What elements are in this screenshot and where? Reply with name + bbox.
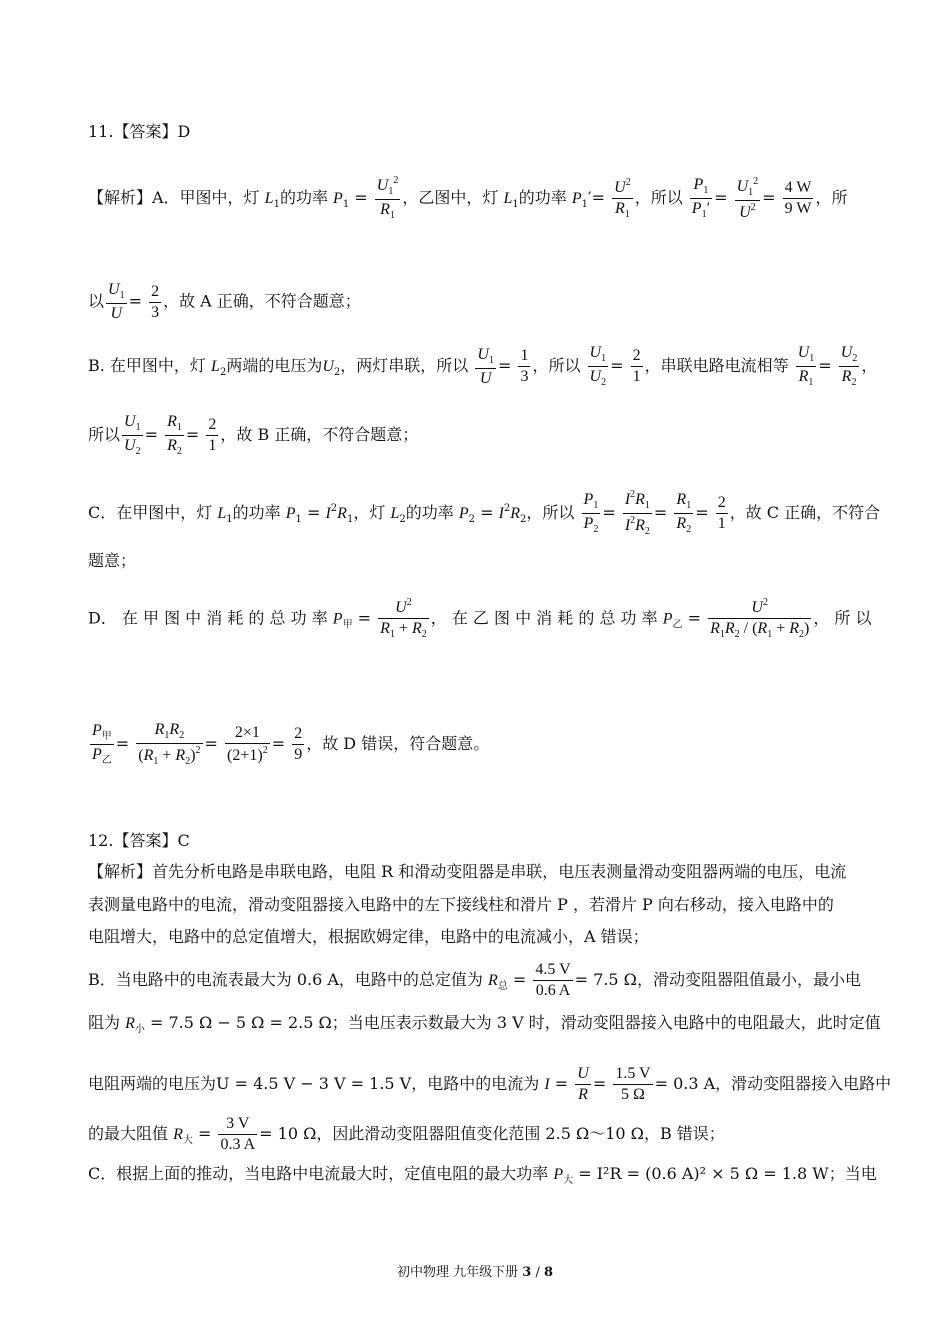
formula-fraction: $\frac{2}{1}$ <box>208 416 217 454</box>
q12-b2-eq: = 7.5 Ω − 5 Ω = 2.5 Ω <box>149 1013 332 1032</box>
q11-a-intro: 【解析】A．甲图中，灯 <box>88 188 260 207</box>
formula-fraction: $\frac{2}{3}$ <box>151 282 160 321</box>
formula-fraction: $\frac{P_1}{P_1'}$ <box>691 176 711 220</box>
q11-d-line2: $\frac{P_甲}{P_乙}$ = $\frac{R_1R_2}{(R_1 + R_2)^2}$ = $\frac{2\times 1}{(2+1)^2}$ = $\frac{2}{9}$ ，故 D 错误，符合题意。 <box>92 721 490 767</box>
formula-fraction: $\frac{2}{9}$ <box>294 725 303 763</box>
q12-p1: 【解析】首先分析电路是串联电路，电阻 R 和滑动变阻器是串联，电压表测量滑动变阻器两端的电压，电流 <box>88 862 847 881</box>
q12-b4-end: ，因此滑动变阻器阻值变化范围 2.5 Ω～10 Ω，B 错误； <box>316 1124 725 1143</box>
q11-b1-mid2: ，两灯串联，所以 <box>340 356 469 375</box>
q11-c1-mid2: ，灯 <box>353 503 386 522</box>
q11-b-line2: 所以 $\frac{U_1}{U_2}$ = $\frac{R_1}{R_2}$ = $\frac{2}{1}$ ，故 B 正确，不符合题意； <box>88 413 419 457</box>
q12-b3-end: ，滑动变阻器接入电路中 <box>715 1074 892 1093</box>
q11-a-mid4: ，所以 <box>634 188 683 207</box>
page-footer <box>0 1261 950 1280</box>
q11-b-line1: B. 在甲图中，灯 $L_2$两端的电压为$U_2$，两灯串联，所以 $\frac{U_1}{U}$ = $\frac{1}{3}$ ，所以 $\frac{U_1}{U_2}$ = $\frac{2}{1}$ ，串联电路电流相等 $\frac{U_1}{R_1}$ = $\frac{U_2}{R_2}$ ， <box>88 344 878 388</box>
q11-b2-end: ，故 B 正确，不符合题意； <box>220 425 419 444</box>
q11-a-end: ，所 <box>815 188 848 207</box>
q12-b2-start: 阻为 <box>88 1013 121 1032</box>
formula-fraction: $\frac{1}{3}$ <box>520 347 529 385</box>
q11-c-line2: 题意； <box>88 551 137 570</box>
formula-fraction: $\frac{P_甲}{P_乙}$ <box>92 722 112 766</box>
formula-fraction: $\frac{1.5 V}{5 \Omega}$ <box>615 1065 651 1103</box>
q11-d-line1: D． 在 甲 图 中 消 耗 的 总 功 率 $P_甲$ = $\frac{U^2}{R_1 + R_2}$ ， 在 乙 图 中 消 耗 的 总 功 率 $P_乙$ = $\frac{U^2}{R_1R_2 / (R_1 + R_2)}$ ， 所 以 <box>88 597 872 640</box>
q12-c1-start: C．根据上面的推动，当电路中电流最大时，定值电阻的最大功率 <box>88 1164 549 1183</box>
footer-text: 初中物理 九年级下册 <box>396 1265 519 1280</box>
q12-b1-end: ，滑动变阻器阻值最小，最小电 <box>636 970 861 989</box>
q12-c1-eq: = I²R = (0.6 A)² × 5 Ω = 1.8 W <box>578 1164 829 1183</box>
formula-fraction: $\frac{U_1}{U}$ <box>477 345 494 387</box>
formula-fraction: $\frac{I^2R_1}{I^2R_2}$ <box>624 489 650 537</box>
formula-fraction: $\frac{R_1}{R_2}$ <box>167 413 182 457</box>
q11-b1-mid1: 两端的电压为 <box>226 356 323 375</box>
q12-b-line1: B．当电路中的电流表最大为 0.6 A，电路中的总定值为 $R_总$ = $\frac{4.5 V}{0.6 A}$ = 7.5 Ω，滑动变阻器阻值最小，最小电 <box>88 961 861 999</box>
footer-page-total: 8 <box>543 1265 554 1280</box>
formula-fraction: $\frac{U^2}{R_1R_2 / (R_1 + R_2)}$ <box>710 597 810 640</box>
q11-c-line1: C．在甲图中，灯 $L_1$的功率 $P_1 = I^2R_1$，灯 $L_2$的功率 $P_2 = I^2R_2$，所以 $\frac{P_1}{P_2}$ = $\frac{I^2R_1}{I^2R_2}$ = $\frac{R_1}{R_2}$ = $\frac{2}{1}$ ，故 C 正确，不符合 <box>88 489 881 537</box>
q11-c1-start: C．在甲图中，灯 <box>88 503 213 522</box>
formula-fraction: $\frac{P_1}{P_2}$ <box>583 491 599 535</box>
q11-d2-end: ，故 D 错误，符合题意。 <box>306 734 490 753</box>
q12-b4-val: = 10 Ω <box>259 1124 317 1143</box>
formula-fraction: $\frac{4 W}{9 W}$ <box>784 179 812 217</box>
q12-b1-val: = 7.5 Ω <box>574 970 637 989</box>
q11-answer: 11.【答案】D <box>88 122 191 141</box>
formula-fraction: $\frac{2}{1}$ <box>632 347 641 385</box>
formula-fraction: $\frac{U_2}{R_2}$ <box>840 344 858 388</box>
q11-c1-end: ，故 C 正确，不符合 <box>729 503 881 522</box>
formula-fraction: $\frac{R_1}{R_2}$ <box>676 491 692 535</box>
formula-fraction: $\frac{U_1^2}{R_1}$ <box>376 175 399 221</box>
q11-a2-end: ，故 A 正确，不符合题意； <box>163 291 361 311</box>
q11-b1-start: B. 在甲图中，灯 <box>88 356 206 375</box>
formula-fraction: $\frac{2}{1}$ <box>717 494 726 532</box>
formula-fraction: $\frac{U_1}{R_1}$ <box>797 344 815 388</box>
formula-fraction: $\frac{4.5 V}{0.6 A}$ <box>535 961 571 999</box>
q12-b3-val: = 0.3 A <box>654 1074 716 1093</box>
q11-d1-start: D． 在 甲 图 中 消 耗 的 总 功 率 <box>88 608 328 628</box>
formula-fraction: $\frac{U^2}{R_1 + R_2}$ <box>380 597 427 640</box>
formula-fraction: $\frac{2\times 1}{(2+1)^2}$ <box>227 724 268 764</box>
q11-a-line: 【解析】A．甲图中，灯 $L_1$的功率 $P_1$ = $\frac{U_1^2}{R_1}$ ，乙图中，灯 $L_1$的功率 $P_1'=$ $\frac{U^2}{R_1}$ ，所以 $\frac{P_1}{P_1'}$ = $\frac{U_1^2}{U^2}$ = $\frac{4 W}{9 W}$ ，所 <box>88 175 848 221</box>
q11-c1-mid3: 的功率 <box>405 503 454 522</box>
q11-c1-mid1: 的功率 <box>232 503 281 522</box>
q11-a-mid1: 的功率 <box>279 188 328 207</box>
q12-b1-start: B．当电路中的电流表最大为 0.6 A，电路中的总定值为 <box>88 970 483 989</box>
q11-b2-start: 所以 <box>88 425 121 444</box>
formula-fraction: $\frac{U^2}{R_1}$ <box>614 176 631 220</box>
q12-b-line2: 阻为 $R_小 = 7.5$ Ω − 5 Ω = 2.5 Ω；当电压表示数最大为 3 V 时，滑动变阻器接入电路中的电阻最大，此时定值 <box>88 1013 881 1035</box>
formula-fraction: $\frac{U_1}{U_2}$ <box>589 344 607 388</box>
formula-fraction: $\frac{R_1R_2}{(R_1 + R_2)^2}$ <box>138 721 201 767</box>
q12-b3-mid: ，电路中的电流为 <box>411 1074 540 1093</box>
q12-answer: 12.【答案】C <box>88 831 190 850</box>
footer-separator: / <box>535 1265 540 1280</box>
formula-fraction: $\frac{U}{R}$ <box>577 1065 589 1103</box>
formula-fraction: $\frac{U_1}{U_2}$ <box>124 413 141 457</box>
q11-d1-end: ， 所 以 <box>813 608 872 628</box>
q12-b4-start: 的最大阻值 <box>88 1124 169 1143</box>
q11-d1-mid: ， 在 乙 图 中 消 耗 的 总 功 率 <box>430 608 658 628</box>
q11-a-mid3: 的功率 <box>518 188 567 207</box>
q12-b-line3: 电阻两端的电压为U = 4.5 V − 3 V = 1.5 V，电路中的电流为 I = $\frac{U}{R}$ = $\frac{1.5 V}{5 \Omega}$ = 0.3 A，滑动变阻器接入电路中 <box>88 1065 892 1103</box>
q12-p3: 电阻增大，电路中的总定值增大，根据欧姆定律，电路中的电流减小，A 错误； <box>88 927 649 946</box>
q11-c1-mid4: ，所以 <box>526 503 575 522</box>
q11-a-mid2: ，乙图中，灯 <box>402 188 499 207</box>
q12-c-line1: C．根据上面的推动，当电路中电流最大时，定值电阻的最大功率 $P_大 = I^2R = (0.6$ A)² × 5 Ω = 1.8 W；当电 <box>88 1164 877 1186</box>
footer-page-number: 3 <box>522 1265 532 1280</box>
formula-fraction: $\frac{U_1}{U}$ <box>108 281 125 322</box>
q12-p2: 表测量电路中的电流，滑动变阻器接入电路中的左下接线柱和滑片 P ，若滑片 P 向右移动，接入电路中的 <box>88 895 834 914</box>
q12-b2-end: ；当电压表示数最大为 3 V 时，滑动变阻器接入电路中的电阻最大，此时定值 <box>331 1013 881 1032</box>
q12-c1-end: ；当电 <box>828 1164 877 1183</box>
q12-b3-eq: U = 4.5 V − 3 V = 1.5 V <box>216 1074 412 1093</box>
q12-b-line4: 的最大阻值 $R_大$ = $\frac{3 V}{0.3 A}$ = 10 Ω，因此滑动变阻器阻值变化范围 2.5 Ω～10 Ω，B 错误； <box>88 1115 725 1153</box>
q11-b1-mid3: ，所以 <box>532 356 581 375</box>
formula-fraction: $\frac{3 V}{0.3 A}$ <box>220 1115 256 1153</box>
q11-a-line2: 以 $\frac{U_1}{U}$ = $\frac{2}{3}$ ，故 A 正确，不符合题意； <box>88 281 361 322</box>
q11-a2-start: 以 <box>88 291 105 311</box>
q12-b3-start: 电阻两端的电压为 <box>88 1074 217 1093</box>
q11-b1-mid4: ，串联电路电流相等 <box>644 356 789 375</box>
formula-fraction: $\frac{U_1^2}{U^2}$ <box>736 175 759 221</box>
